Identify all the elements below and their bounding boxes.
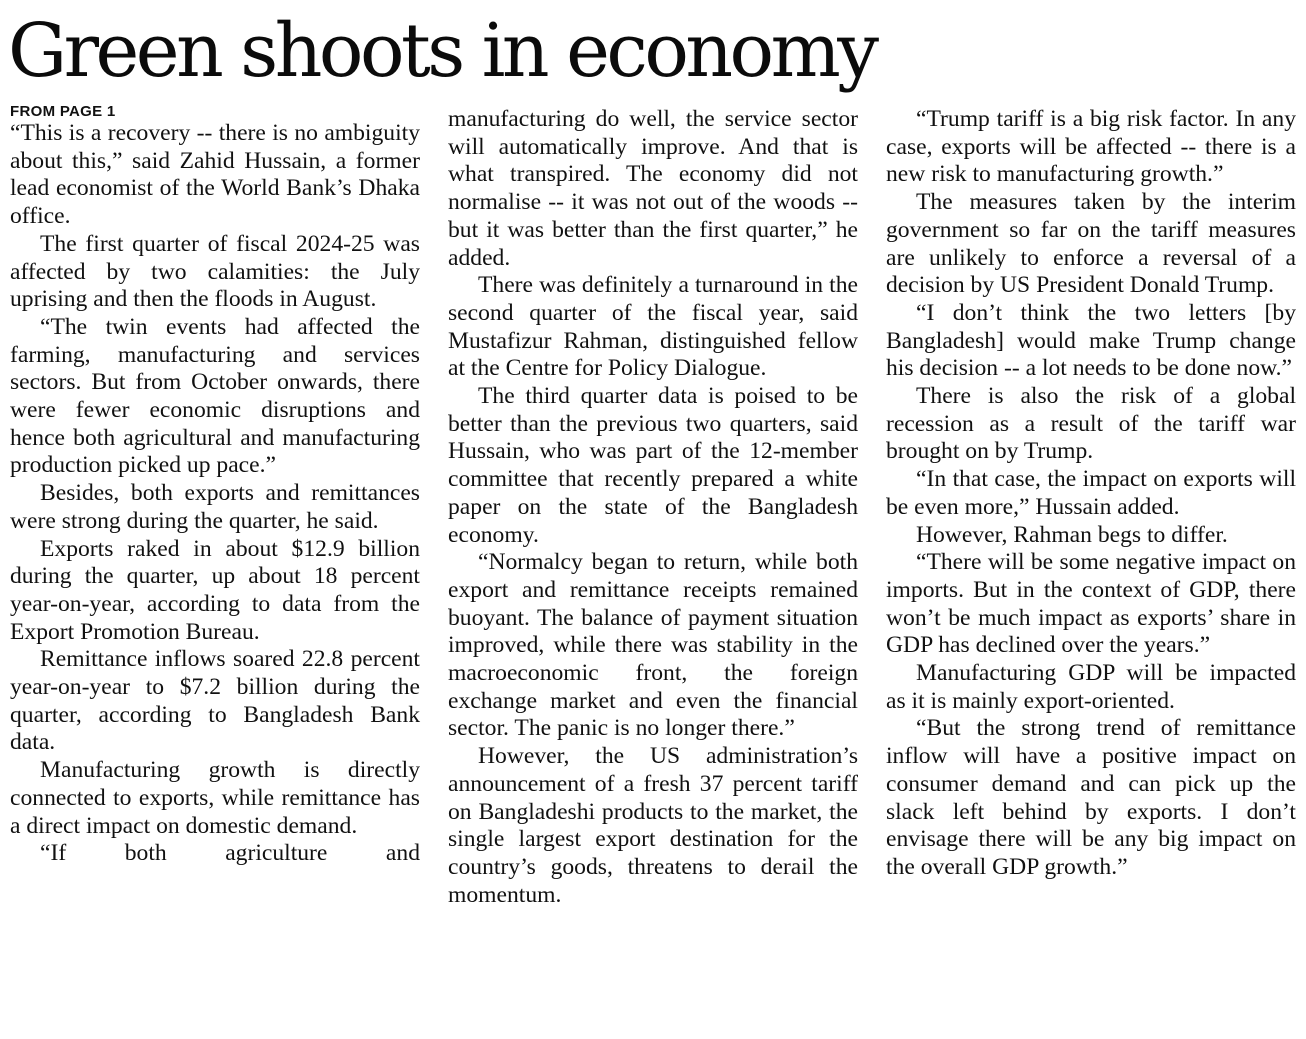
paragraph: The third quarter data is poised to be better than the previous two quarters, said Hussain, who was part of the 12-member committee that recently prepared a white paper on the state of the Bangladesh economy. xyxy=(448,383,858,548)
paragraph: However, Rahman begs to differ. xyxy=(916,521,1228,548)
paragraph: Besides, both exports and remittances were strong during the quarter, he said. xyxy=(10,480,420,534)
paragraph: Remittance inflows soared 22.8 percent year-on-year to $7.2 billion during the quarter, according to Bangladesh Bank data. xyxy=(10,646,420,756)
paragraph: There was definitely a turnaround in the second quarter of the fiscal year, said Mustafizur Rahman, distinguished fellow at the Centre for Policy Dialogue. xyxy=(448,272,858,382)
paragraph: There is also the risk of a global recession as a result of the tariff war brought on by Trump. xyxy=(886,383,1296,465)
paragraph: The measures taken by the interim government so far on the tariff measures are unlikely to enforce a reversal of a decision by US President Donald Trump. xyxy=(886,189,1296,299)
paragraph: The first quarter of fiscal 2024-25 was affected by two calamities: the July uprising and then the floods in August. xyxy=(10,230,420,313)
article-column-3 xyxy=(886,106,1296,882)
paragraph: “I don’t think the two letters [by Bangladesh] would make Trump change his decision -- a lot needs to be done now.” xyxy=(886,299,1296,382)
paragraph: “But the strong trend of remittance inflow will have a positive impact on consumer demand and can pick up the slack left behind by exports. I don’t envisage there will be any big impact on the overall GDP growth.” xyxy=(886,715,1296,880)
paragraph: “Normalcy began to return, while both export and remittance receipts remained buoyant. The balance of payment situation improved, while there was stability in the macroeconomic front, the foreign exchange market and even the financial sector. The panic is no longer there.” xyxy=(448,549,858,742)
continuation-kicker: FROM PAGE 1 xyxy=(10,103,116,120)
paragraph: Exports raked in about $12.9 billion during the quarter, up about 18 percent year-on-year, according to data from the Export Promotion Bureau. xyxy=(10,535,420,645)
paragraph: “This is a recovery -- there is no ambiguity about this,” said Zahid Hussain, a former lead economist of the World Bank’s Dhaka office. xyxy=(10,120,420,230)
paragraph: However, the US administration’s announcement of a fresh 37 percent tariff on Bangladeshi products to the market, the single largest export destination for the country’s goods, threatens to derail the momentum. xyxy=(448,743,858,908)
paragraph: “There will be some negative impact on imports. But in the context of GDP, there won’t be much impact as exports’ share in GDP has declined over the years.” xyxy=(886,549,1296,659)
paragraph: Manufacturing GDP will be impacted as it is mainly export-oriented. xyxy=(886,660,1296,714)
paragraph: manufacturing do well, the service sector will automatically improve. And that is what transpired. The economy did not normalise -- it was not out of the woods -- but it was better than the first quarter,” he added. xyxy=(448,106,858,271)
paragraph: “The twin events had affected the farming, manufacturing and services sectors. But from October onwards, there were fewer economic disruptions and hence both agricultural and manufacturing production picked up pace.” xyxy=(10,313,420,479)
article-column-1 xyxy=(10,103,420,868)
article-column-2 xyxy=(448,106,858,909)
paragraph: “In that case, the impact on exports will be even more,” Hussain added. xyxy=(886,466,1296,520)
paragraph: Manufacturing growth is directly connected to exports, while remittance has a direct impact on domestic demand. xyxy=(10,757,420,839)
paragraph: “Trump tariff is a big risk factor. In any case, exports will be affected -- there is a new risk to manufacturing growth.” xyxy=(886,106,1296,188)
headline: Green shoots in economy xyxy=(8,8,876,94)
paragraph-continued: “If both agriculture and xyxy=(40,840,420,867)
